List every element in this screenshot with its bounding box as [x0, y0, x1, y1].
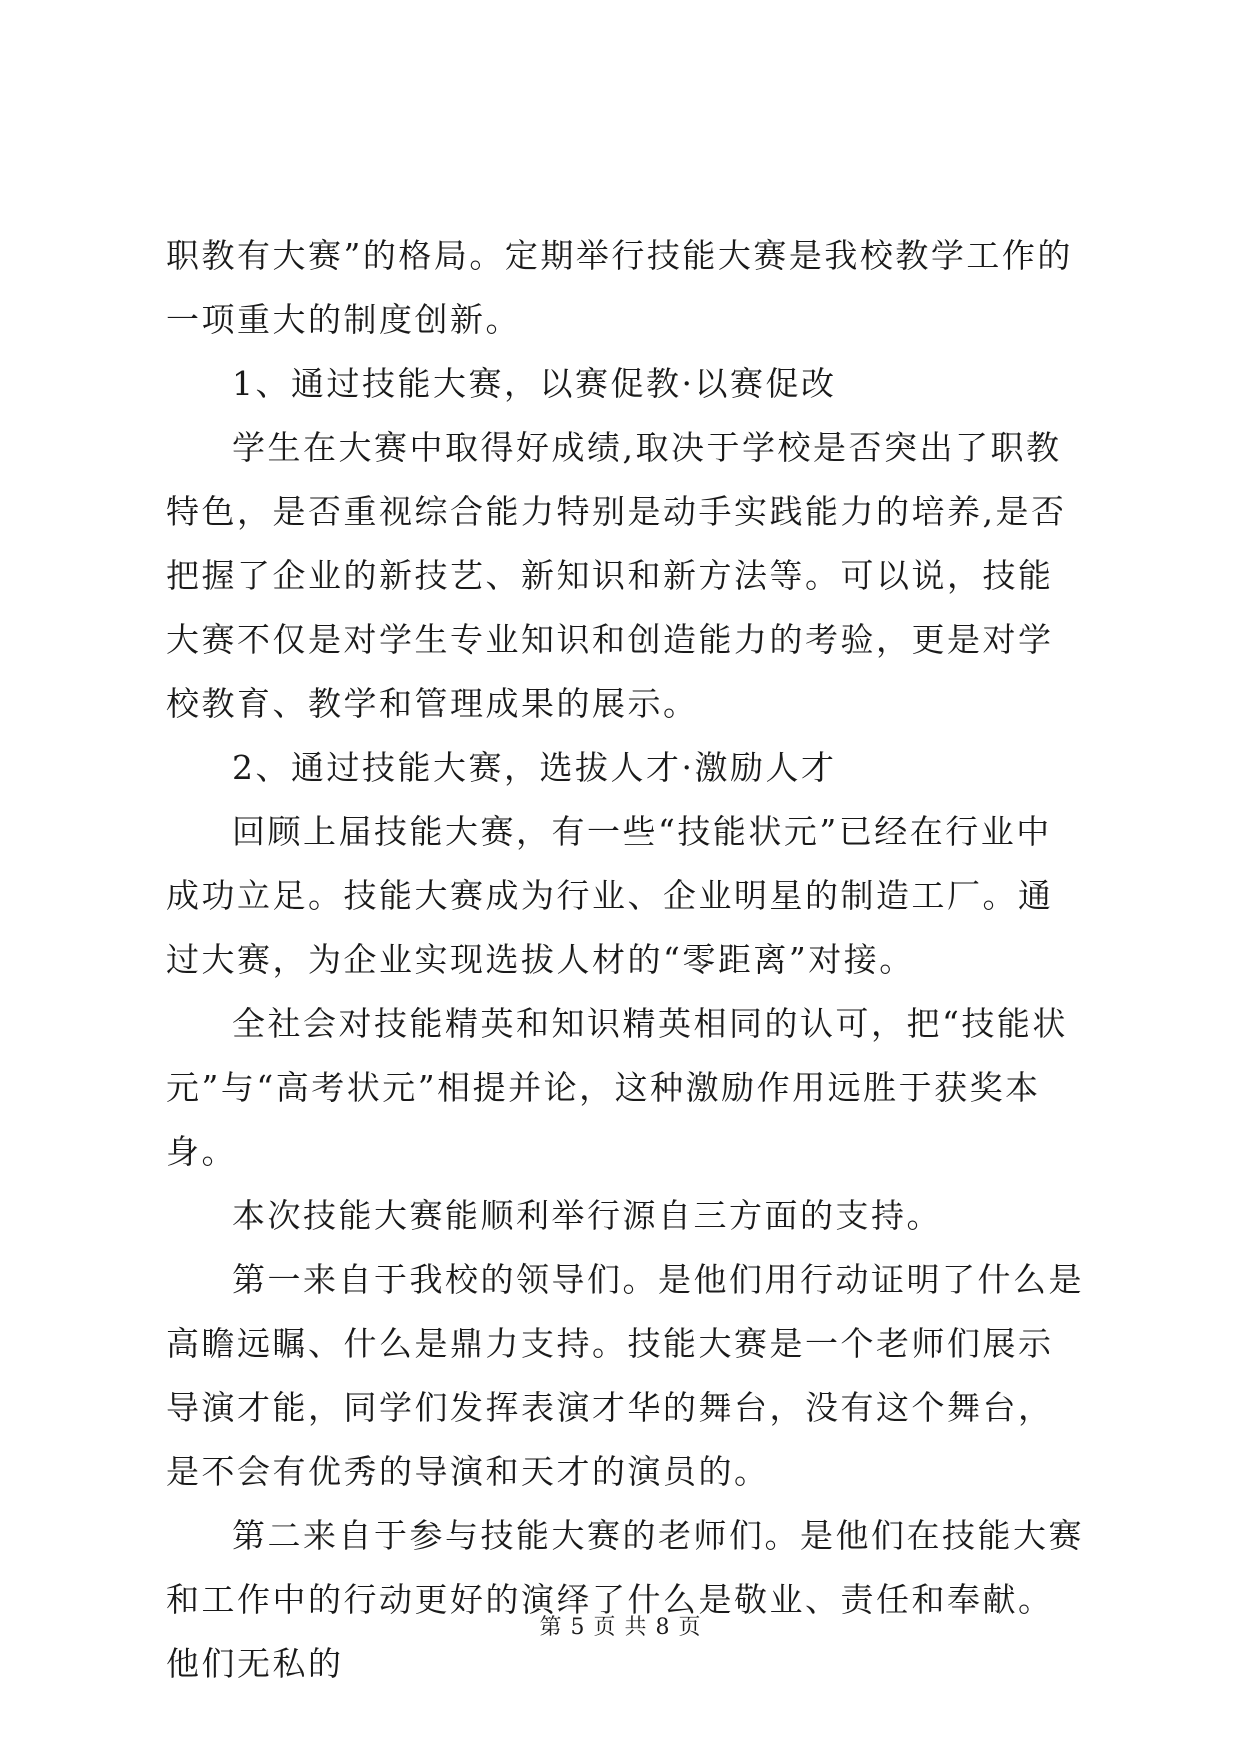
section-heading-1: 1、通过技能大赛，以赛促教·以赛促改 — [232, 364, 837, 403]
paragraph: 全社会对技能精英和知识精英相同的认可，把“技能状元”与“高考状元”相提并论，这种激励作用远胜于获奖本身。 — [166, 1004, 1068, 1171]
paragraph: 第一来自于我校的领导们。是他们用行动证明了什么是高瞻远瞩、什么是鼎力支持。技能大赛是一个老师们展示导演才能，同学们发挥表演才华的舞台，没有这个舞台，是不会有优秀的导演和天才的演员的。 — [166, 1260, 1084, 1491]
paragraph: 本次技能大赛能顺利举行源自三方面的支持。 — [232, 1196, 942, 1235]
section-heading-2: 2、通过技能大赛，选拔人才·激励人才 — [232, 748, 837, 787]
paragraph: 第二来自于参与技能大赛的老师们。是他们在技能大赛和工作中的行动更好的演绎了什么是敬业、责任和奉献。他们无私的 — [166, 1516, 1084, 1683]
page-number-footer: 第 5 页 共 8 页 — [539, 1615, 702, 1640]
document-body — [166, 224, 1086, 1696]
paragraph: 学生在大赛中取得好成绩,取决于学校是否突出了职教特色，是否重视综合能力特别是动手实践能力的培养,是否把握了企业的新技艺、新知识和新方法等。可以说，技能大赛不仅是对学生专业知识和创造能力的考验，更是对学校教育、教学和管理成果的展示。 — [166, 428, 1067, 723]
paragraph-continued: 职教有大赛”的格局。定期举行技能大赛是我校教学工作的一项重大的制度创新。 — [166, 236, 1073, 339]
paragraph: 回顾上届技能大赛，有一些“技能状元”已经在行业中成功立足。技能大赛成为行业、企业明星的制造工厂。通过大赛，为企业实现选拔人材的“零距离”对接。 — [166, 812, 1054, 979]
